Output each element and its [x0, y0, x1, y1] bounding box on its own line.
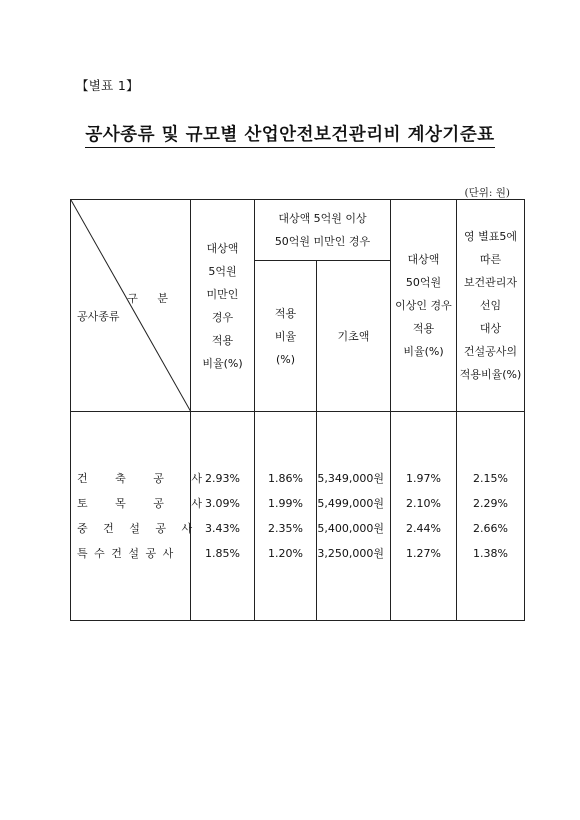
column-mid-rate: 1.86% 1.99% 2.35% 1.20%: [255, 412, 317, 621]
rate-table: [70, 199, 525, 621]
header-construction-type: 공사종류: [77, 310, 120, 323]
column-mid-base: 5,349,000원 5,499,000원 5,400,000원 3,250,000원: [317, 412, 391, 621]
header-over-50억: 대상액 50억원 이상인 경우 적용 비율(%): [391, 200, 457, 412]
column-construction-types: [71, 412, 214, 621]
header-under-5억: 대상액 5억원 미만인 경우 적용 비율(%): [191, 200, 255, 412]
diagonal-line: [71, 200, 191, 412]
header-mid-rate: 적용 비율 (%): [255, 261, 317, 412]
column-over-50억: 1.97% 2.10% 2.44% 1.27%: [391, 412, 457, 621]
document-title-text: 공사종류 및 규모별 산업안전보건관리비 계상기준표: [85, 125, 494, 148]
header-mid-base: 기초액: [317, 261, 391, 412]
annex-label: 【별표 1】: [76, 78, 139, 93]
header-annex5-rate: 영 별표5에 따른 보건관리자 선임 대상 건설공사의 적용비율(%): [457, 200, 525, 412]
unit-note: (단위: 원): [464, 187, 510, 199]
row-name: 특 수 건 설 공 사: [77, 547, 175, 560]
row-name: 건 축 공 사: [77, 472, 214, 485]
header-corner-cell: [71, 200, 191, 412]
row-name: 토 목 공 사: [77, 497, 214, 510]
row-name: 중 건 설 공 사: [77, 522, 199, 535]
header-gubun: 구 분: [127, 292, 176, 305]
header-5-50억-group: 대상액 5억원 이상 50억원 미만인 경우: [255, 200, 391, 261]
column-under-5억: 2.93% 3.09% 3.43% 1.85%: [191, 412, 255, 621]
column-annex5-rate: 2.15% 2.29% 2.66% 1.38%: [457, 412, 525, 621]
document-title: [0, 121, 580, 146]
